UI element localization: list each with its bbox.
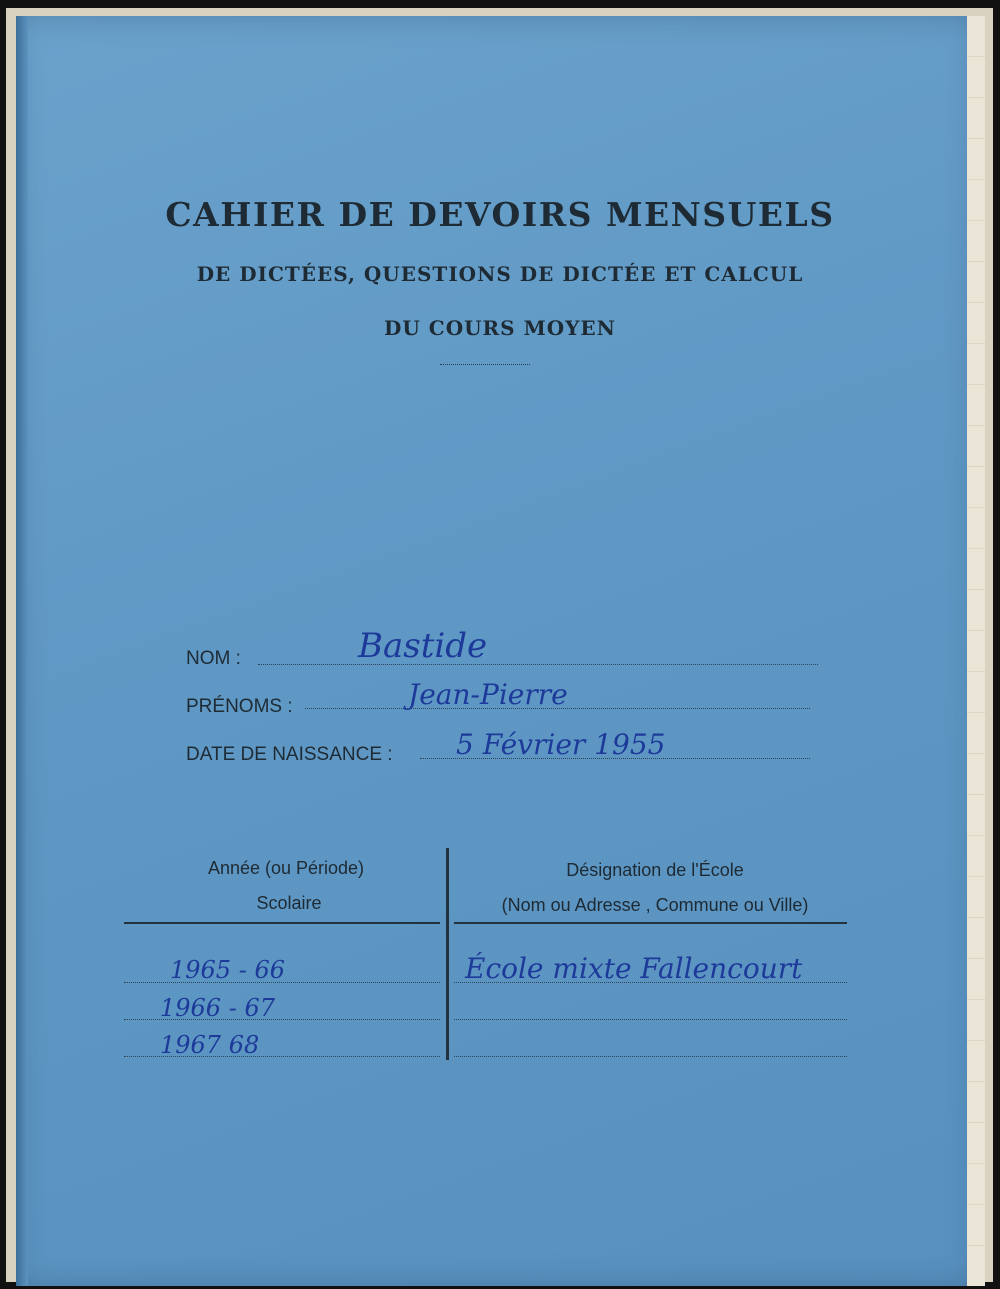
row-line-2-right xyxy=(454,1019,847,1020)
row-line-3-right xyxy=(454,1056,847,1057)
nom-label: NOM : xyxy=(186,648,241,669)
title-divider xyxy=(440,364,530,365)
cover-subtitle: DE DICTÉES, QUESTIONS DE DICTÉE ET CALCUL xyxy=(196,262,804,286)
table-row-year: 1967 68 xyxy=(160,1031,260,1059)
nom-line xyxy=(258,664,818,665)
table-row-year: 1965 - 66 xyxy=(170,956,285,984)
cover-title: CAHIER DE DEVOIRS MENSUELS xyxy=(165,195,835,234)
table-row-year: 1966 - 67 xyxy=(160,994,275,1022)
table-column-divider xyxy=(446,848,449,1060)
naissance-label: DATE DE NAISSANCE : xyxy=(186,744,393,765)
nom-value: Bastide xyxy=(358,626,488,666)
table-header-rule-right xyxy=(454,922,847,924)
col1-header-line2: Scolaire xyxy=(256,893,322,913)
col2-header-line2: (Nom ou Adresse , Commune ou Ville) xyxy=(501,895,809,915)
table-header-rule-left xyxy=(124,922,440,924)
col1-header-line1: Année (ou Période) xyxy=(207,858,365,878)
col2-header-line1: Désignation de l'École xyxy=(566,860,744,880)
prenoms-value: Jean-Pierre xyxy=(408,678,568,711)
prenoms-label: PRÉNOMS : xyxy=(186,696,293,717)
cover-level: DU COURS MOYEN xyxy=(384,316,616,340)
naissance-value: 5 Février 1955 xyxy=(456,728,666,761)
table-row-school: École mixte Fallencourt xyxy=(465,952,803,985)
